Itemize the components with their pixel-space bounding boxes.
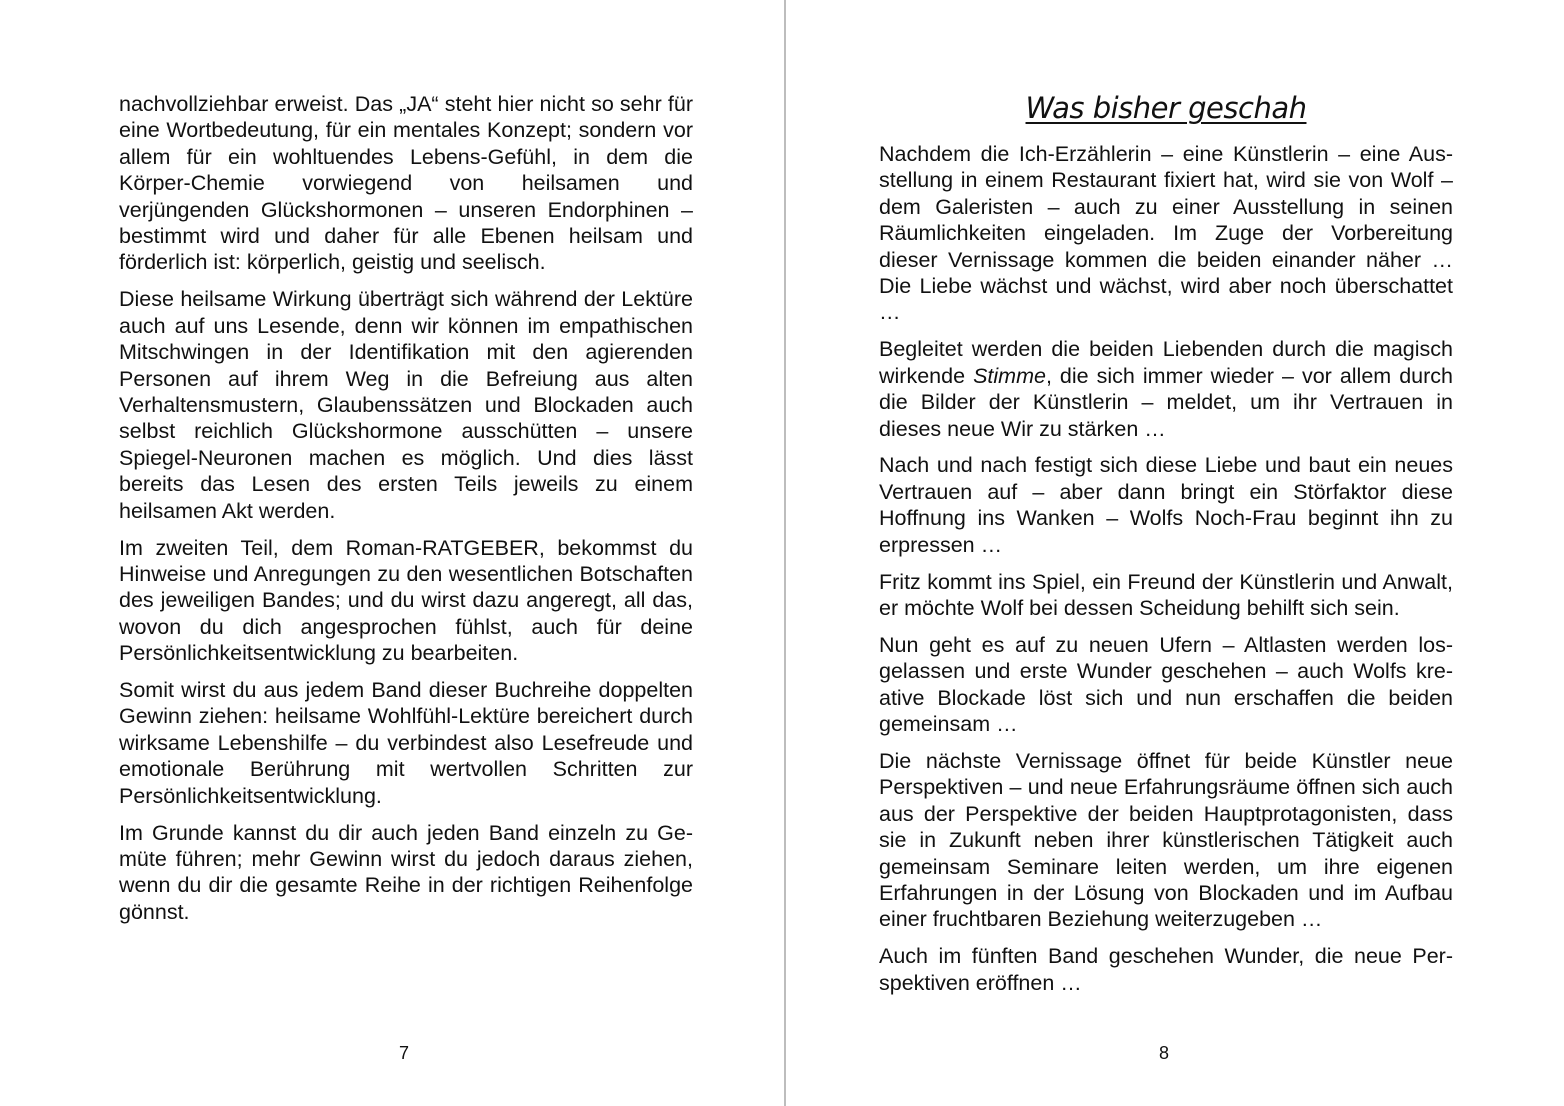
page-number-right: 8 xyxy=(1159,1043,1170,1063)
paragraph: Somit wirst du aus jedem Band dieser Buchreihe doppelten Gewinn ziehen: heilsame Wohlfühl-Lektüre bereichert durch wirksame Lebenshilfe – du verbindest also Lesefreude und emotionale Berührung mit wertvollen Schritten zur Persönlichkeitsentwicklung. xyxy=(119,678,693,808)
page-title xyxy=(879,86,1453,130)
paragraph: Auch im fünften Band geschehen Wunder, die neue Perspektiven eröffnen … xyxy=(879,944,1453,995)
left-page-text xyxy=(119,91,693,936)
emphasis-stimme: Stimme xyxy=(973,363,1046,388)
paragraph-part: , die sich immer wieder – vor allem durch die Bilder der Künstlerin – meldet, um ihr Vertrauen in dieses neue Wir zu stärken … xyxy=(879,363,1454,441)
page-title-text: Was bisher geschah xyxy=(1025,91,1307,125)
paragraph: Nach und nach festigt sich diese Liebe und baut ein neues Vertrauen auf – aber dann bringt ein Störfaktor diese Hoffnung ins Wanken – Wolfs Noch-Frau beginnt ihn zu erpressen … xyxy=(879,453,1453,557)
paragraph: Die nächste Vernissage öffnet für beide Künstler neue Perspektiven – und neue Erfahrungsräume öffnen sich auch aus der Perspektive der beiden Hauptprotagonisten, dass sie in Zukunft neben ihrer künstlerischen Tätigkeit auch gemeinsam Seminare leiten werden, um ihre eigenen Erfahrungen in der Lösung von Blockaden und im Aufbau einer fruchtbaren Beziehung weiterzugeben … xyxy=(879,749,1453,932)
right-page xyxy=(786,0,1564,1106)
paragraph-part: Begleitet werden die beiden Liebenden durch die magisch wirkende xyxy=(879,337,1453,388)
paragraph: Fritz kommt ins Spiel, ein Freund der Künstlerin und Anwalt, er möchte Wolf bei dessen Scheidung behilft sich sein. xyxy=(879,569,1453,620)
paragraph: nachvollziehbar erweist. Das „JA“ steht hier nicht so sehr für eine Wortbedeutung, für ein mentales Konzept; sondern vor allem für ein wohltuendes Lebens-Gefühl, in dem die Körper-Chemie vorwiegend von heilsamen und verjüngenden Glückshormonen – unseren Endorphinen – bestimmt wird und daher für alle Ebenen heilsam und förderlich ist: körperlich, geistig und seelisch. xyxy=(119,92,693,275)
paragraph: Im zweiten Teil, dem Roman-RATGEBER, bekommst du Hinweise und Anregungen zu den wesentlichen Botschaften des jeweiligen Bandes; und du wirst dazu angeregt, all das, wovon du dich angesprochen fühlst, auch für deine Persönlichkeitsentwicklung zu bearbeiten. xyxy=(119,535,693,666)
paragraph: Im Grunde kannst du dir auch jeden Band einzeln zu Gemüte führen; mehr Gewinn wirst du jedoch daraus ziehen, wenn du dir die gesamte Reihe in der richtigen Reihenfolge gönnst. xyxy=(119,820,693,924)
page-number-left: 7 xyxy=(399,1043,410,1063)
paragraph: Nachdem die Ich-Erzählerin – eine Künstlerin – eine Ausstellung in einem Restaurant fixiert hat, wird sie von Wolf – dem Galeristen – auch zu einer Ausstellung in seinen Räumlichkeiten eingeladen. Im Zuge der Vorbereitung dieser Vernissage kommen die beiden einander näher … Die Liebe wächst und wächst, wird aber noch überschattet … xyxy=(879,142,1453,325)
paragraph: Nun geht es auf zu neuen Ufern – Altlasten werden losgelassen und erste Wunder geschehen – auch Wolfs kreative Blockade löst sich und nun erschaffen die beiden gemeinsam … xyxy=(879,632,1453,737)
right-page-text xyxy=(879,141,1453,1007)
paragraph-stimme xyxy=(879,336,1453,442)
paragraph: Diese heilsame Wirkung überträgt sich während der Lektüre auch auf uns Lesende, denn wir können im empathischen Mitschwingen in der Identifikation mit den agierenden Personen auf ihrem Weg in die Befreiung aus alten Verhaltensmustern, Glaubenssätzen und Blockaden auch selbst reichlich Glückshormone ausschütten – unsere Spiegel-Neuronen machen es möglich. Und dies lässt bereits das Lesen des ersten Teils jeweils zu einem heilsamen Akt werden. xyxy=(119,287,693,523)
